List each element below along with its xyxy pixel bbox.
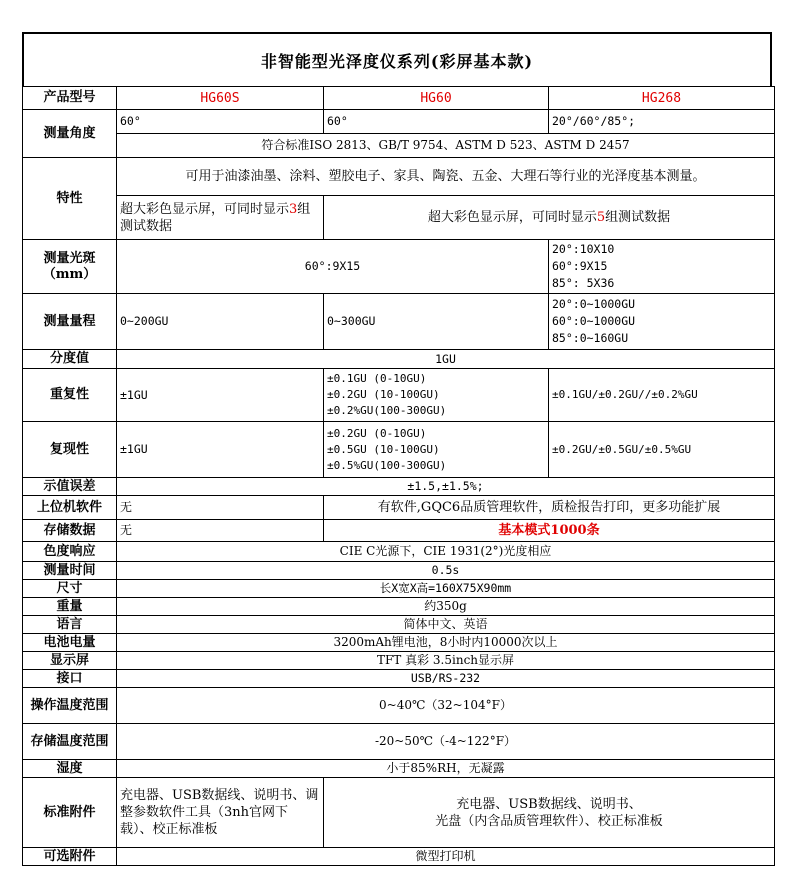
op-temp-value: 0~40℃（32~104°F） <box>117 688 775 724</box>
row-error <box>23 478 775 496</box>
optional-value: 微型打印机 <box>117 848 775 866</box>
row-angle <box>23 110 775 134</box>
row-standard <box>23 134 775 158</box>
label-store-temp: 存储温度范围 <box>23 724 117 760</box>
feature-hg60s-pre: 超大彩色显示屏，可同时显示 <box>120 201 290 217</box>
label-time: 测量时间 <box>23 562 117 580</box>
repeat-hg60-line1: ±0.1GU (0-10GU) <box>327 372 427 385</box>
size-value: 长X宽X高=160X75X90mm <box>117 580 775 598</box>
storage-other: 基本模式1000条 <box>324 520 775 542</box>
feature-hg60s <box>117 196 324 240</box>
spec-table <box>22 86 775 866</box>
row-interface <box>23 670 775 688</box>
language-value: 简体中文、英语 <box>117 616 775 634</box>
row-feature-display <box>23 196 775 240</box>
repeat-hg268: ±0.1GU/±0.2GU//±0.2%GU <box>549 369 775 422</box>
feature-other-pre: 超大彩色显示屏，可同时显示 <box>427 210 597 225</box>
label-error: 示值误差 <box>23 478 117 496</box>
label-repeat: 重复性 <box>23 369 117 422</box>
row-range <box>23 294 775 350</box>
range-hg60s: 0~200GU <box>117 294 324 350</box>
color-value: CIE C光源下，CIE 1931(2°)光度相应 <box>117 542 775 562</box>
row-feature-common <box>23 158 775 196</box>
model-hg268: HG268 <box>549 87 775 110</box>
table-title: 非智能型光泽度仪系列(彩屏基本款) <box>22 32 772 86</box>
row-spot <box>23 240 775 294</box>
error-value: ±1.5,±1.5%; <box>117 478 775 496</box>
interface-value: USB/RS-232 <box>117 670 775 688</box>
spot-hg268-60: 60°:9X15 <box>552 259 608 273</box>
label-angle: 测量角度 <box>23 110 117 158</box>
row-optional <box>23 848 775 866</box>
label-interface: 接口 <box>23 670 117 688</box>
label-resolution: 分度值 <box>23 350 117 369</box>
range-hg268-20: 20°:0~1000GU <box>552 297 636 311</box>
angle-standard: 符合标准ISO 2813、GB/T 9754、ASTM D 523、ASTM D 2457 <box>117 134 775 158</box>
feature-other-count: 5 <box>596 210 606 225</box>
feature-other <box>324 196 775 240</box>
weight-value: 约350g <box>117 598 775 616</box>
repeat-hg60 <box>324 369 549 422</box>
row-resolution <box>23 350 775 369</box>
label-color: 色度响应 <box>23 542 117 562</box>
feature-other-post: 组测试数据 <box>605 210 671 225</box>
label-humidity: 湿度 <box>23 760 117 778</box>
reproduce-hg60-line2: ±0.5GU (10-100GU) <box>327 442 440 456</box>
accessories-other-line1: 充电器、USB数据线、说明书、 <box>456 796 642 812</box>
reproduce-hg60s: ±1GU <box>117 422 324 478</box>
row-op-temp <box>23 688 775 724</box>
display-value: TFT 真彩 3.5inch显示屏 <box>117 652 775 670</box>
resolution-value: 1GU <box>117 350 775 369</box>
label-weight: 重量 <box>23 598 117 616</box>
row-reproduce <box>23 422 775 478</box>
time-value: 0.5s <box>117 562 775 580</box>
row-weight <box>23 598 775 616</box>
label-feature: 特性 <box>23 158 117 240</box>
row-accessories <box>23 778 775 848</box>
row-repeat <box>23 369 775 422</box>
storage-hg60s: 无 <box>117 520 324 542</box>
spot-hg268 <box>549 240 775 294</box>
label-reproduce: 复现性 <box>23 422 117 478</box>
feature-hg60s-count: 3 <box>289 201 298 217</box>
reproduce-hg268: ±0.2GU/±0.5GU/±0.5%GU <box>549 422 775 478</box>
label-optional: 可选附件 <box>23 848 117 866</box>
row-humidity <box>23 760 775 778</box>
label-op-temp: 操作温度范围 <box>23 688 117 724</box>
label-spot: 测量光斑（mm） <box>23 240 117 294</box>
accessories-other-line2: 光盘（内含品质管理软件）、校正标准板 <box>435 813 663 829</box>
row-battery <box>23 634 775 652</box>
label-battery: 电池电量 <box>23 634 117 652</box>
accessories-hg60s: 充电器、USB数据线、说明书、调整参数软件工具（3nh官网下载）、校正标准板 <box>117 778 324 848</box>
range-hg268-85: 85°:0~160GU <box>552 331 629 345</box>
row-storage <box>23 520 775 542</box>
spot-hg268-85: 85°: 5X36 <box>552 276 615 290</box>
row-software <box>23 496 775 520</box>
angle-hg60: 60° <box>324 110 549 134</box>
label-language: 语言 <box>23 616 117 634</box>
label-software: 上位机软件 <box>23 496 117 520</box>
repeat-hg60-line2: ±0.2GU (10-100GU) <box>327 388 440 401</box>
label-accessories: 标准附件 <box>23 778 117 848</box>
label-range: 测量量程 <box>23 294 117 350</box>
range-hg268-60: 60°:0~1000GU <box>552 314 636 328</box>
row-time <box>23 562 775 580</box>
battery-value: 3200mAh锂电池，8小时内10000次以上 <box>117 634 775 652</box>
software-hg60s: 无 <box>117 496 324 520</box>
model-hg60: HG60 <box>324 87 549 110</box>
feature-common: 可用于油漆油墨、涂料、塑胶电子、家具、陶瓷、五金、大理石等行业的光泽度基本测量。 <box>117 158 775 196</box>
spec-sheet <box>22 32 772 866</box>
reproduce-hg60-line1: ±0.2GU (0-10GU) <box>327 426 427 440</box>
store-temp-value: -20~50℃（-4~122°F） <box>117 724 775 760</box>
angle-hg60s: 60° <box>117 110 324 134</box>
spot-common: 60°:9X15 <box>117 240 549 294</box>
humidity-value: 小于85%RH，无凝露 <box>117 760 775 778</box>
angle-hg268: 20°/60°/85°; <box>549 110 775 134</box>
model-hg60s: HG60S <box>117 87 324 110</box>
row-language <box>23 616 775 634</box>
label-size: 尺寸 <box>23 580 117 598</box>
row-display <box>23 652 775 670</box>
spot-hg268-20: 20°:10X10 <box>552 242 615 256</box>
feature-hg60s-post: 组测试数据 <box>120 201 311 234</box>
row-model <box>23 87 775 110</box>
row-store-temp <box>23 724 775 760</box>
range-hg60: 0~300GU <box>324 294 549 350</box>
software-other: 有软件,GQC6品质管理软件，质检报告打印，更多功能扩展 <box>324 496 775 520</box>
label-display: 显示屏 <box>23 652 117 670</box>
repeat-hg60s: ±1GU <box>117 369 324 422</box>
repeat-hg60-line3: ±0.2%GU(100-300GU) <box>327 404 447 417</box>
range-hg268 <box>549 294 775 350</box>
label-storage: 存储数据 <box>23 520 117 542</box>
row-color <box>23 542 775 562</box>
reproduce-hg60-line3: ±0.5%GU(100-300GU) <box>327 458 447 472</box>
accessories-other <box>324 778 775 848</box>
row-size <box>23 580 775 598</box>
reproduce-hg60 <box>324 422 549 478</box>
label-model: 产品型号 <box>23 87 117 110</box>
